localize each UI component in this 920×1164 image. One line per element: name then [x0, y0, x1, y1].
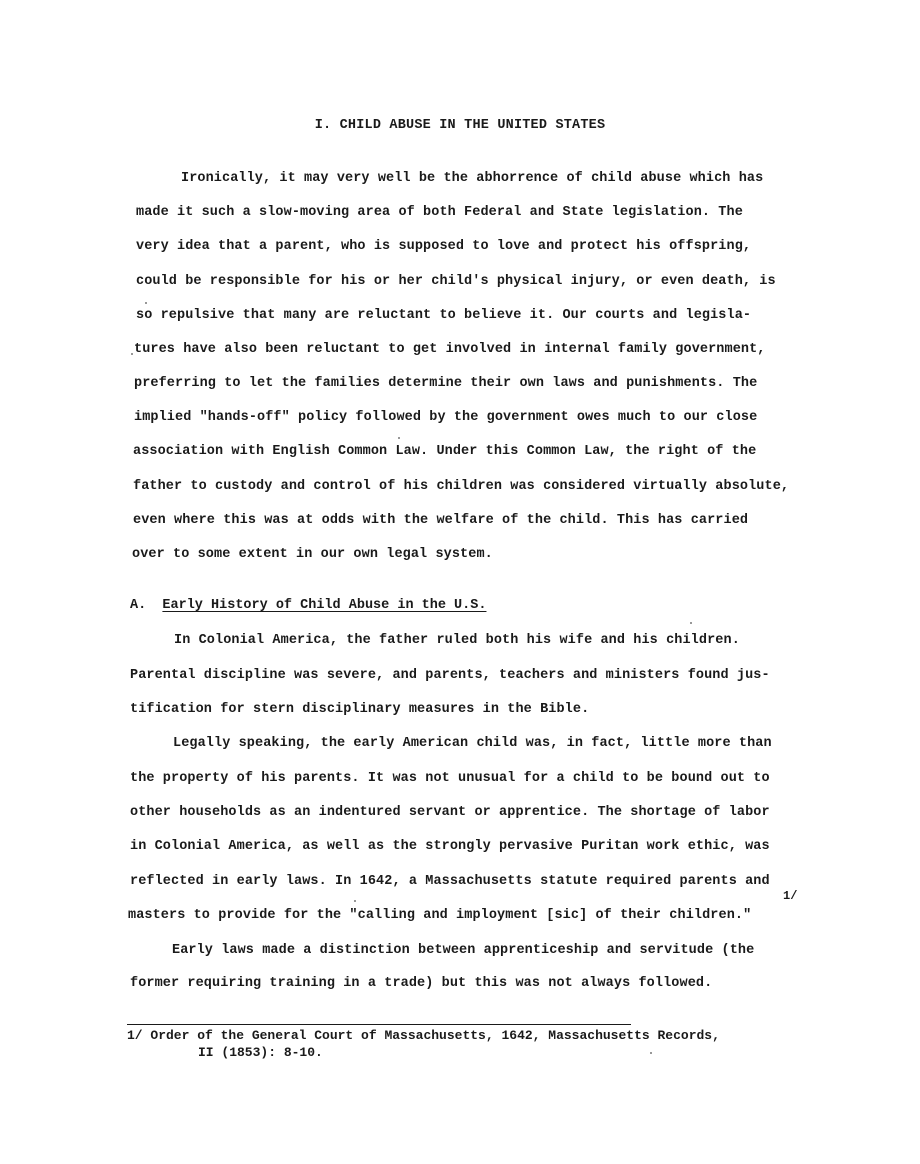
- paragraph-line: even where this was at odds with the welfare of the child. This has carried: [133, 513, 749, 528]
- paragraph-line: so repulsive that many are reluctant to believe it. Our courts and legisla-: [136, 308, 752, 323]
- scan-speck: [145, 302, 147, 304]
- footnote-divider: [127, 1024, 631, 1025]
- scan-speck: [131, 353, 133, 355]
- paragraph-line: Parental discipline was severe, and parents, teachers and ministers found jus-: [130, 668, 770, 683]
- paragraph-line: Ironically, it may very well be the abhorrence of child abuse which has: [181, 171, 764, 186]
- paragraph-line: other households as an indentured servant or apprentice. The shortage of labor: [130, 805, 770, 820]
- scan-speck: [398, 437, 400, 439]
- section-title: Early History of Child Abuse in the U.S.: [162, 598, 487, 613]
- paragraph-line: preferring to let the families determine their own laws and punishments. The: [134, 376, 758, 391]
- section-marker: A.: [130, 598, 147, 613]
- paragraph-line: very idea that a parent, who is supposed to love and protect his offspring,: [136, 239, 752, 254]
- paragraph-line: association with English Common Law. Under this Common Law, the right of the: [133, 444, 757, 459]
- paragraph-line: could be responsible for his or her child's physical injury, or even death, is: [136, 274, 776, 289]
- paragraph-line: made it such a slow-moving area of both Federal and State legislation. The: [136, 205, 743, 220]
- page-heading: I. CHILD ABUSE IN THE UNITED STATES: [314, 118, 606, 133]
- paragraph-line: the property of his parents. It was not unusual for a child to be bound out to: [130, 771, 770, 786]
- paragraph-line: Legally speaking, the early American child was, in fact, little more than: [173, 736, 772, 751]
- paragraph-line: reflected in early laws. In 1642, a Massachusetts statute required parents and: [130, 874, 770, 889]
- paragraph-line: tures have also been reluctant to get involved in internal family government,: [134, 342, 766, 357]
- footnote-line: 1/ Order of the General Court of Massachusetts, 1642, Massachusetts Records,: [127, 1028, 720, 1043]
- paragraph-line: tification for stern disciplinary measures in the Bible.: [130, 702, 590, 717]
- paragraph-line: Early laws made a distinction between apprenticeship and servitude (the: [172, 943, 755, 958]
- paragraph-line: over to some extent in our own legal system.: [132, 547, 493, 562]
- paragraph-line: In Colonial America, the father ruled both his wife and his children.: [174, 633, 740, 648]
- section-heading: [130, 598, 486, 613]
- paragraph-line: masters to provide for the "calling and imployment [sic] of their children.": [128, 908, 752, 923]
- paragraph-line: implied "hands-off" policy followed by the government owes much to our close: [134, 410, 758, 425]
- scan-speck: [354, 900, 356, 902]
- paragraph-line: former requiring training in a trade) but this was not always followed.: [130, 976, 713, 991]
- footnote-line: II (1853): 8-10.: [198, 1045, 323, 1060]
- scan-speck: [690, 622, 692, 624]
- scan-speck: [650, 1052, 652, 1054]
- paragraph-line: father to custody and control of his children was considered virtually absolute,: [133, 479, 790, 494]
- paragraph-line: in Colonial America, as well as the strongly pervasive Puritan work ethic, was: [130, 839, 770, 854]
- footnote-reference: 1/: [783, 889, 798, 903]
